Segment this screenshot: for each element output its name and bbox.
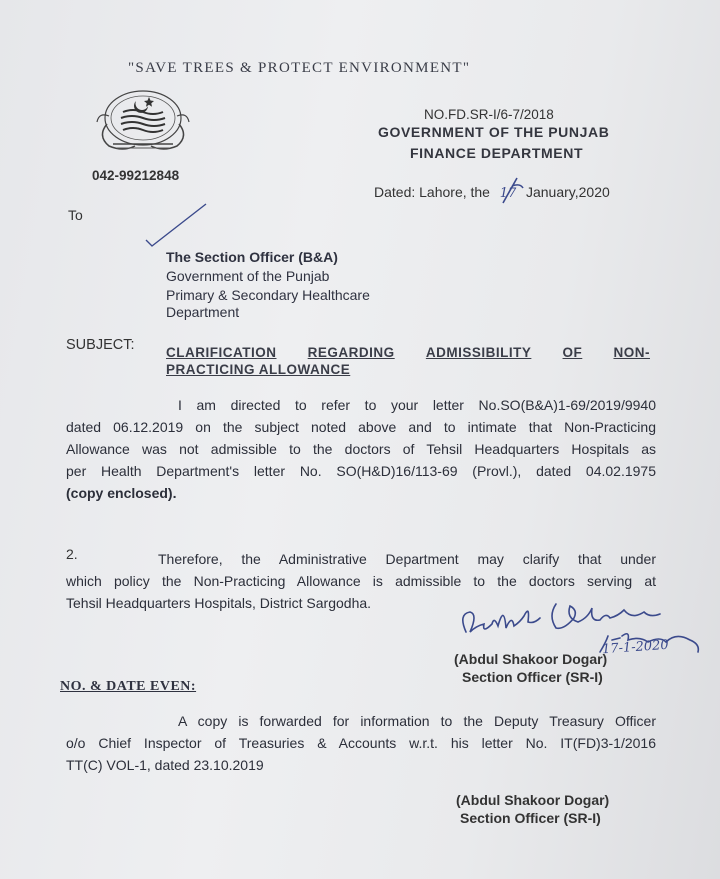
date-prefix: Dated: Lahore, the <box>374 184 490 200</box>
paragraph-line: which policy the Non-Practicing Allowance is admissible to the doctors serving at <box>66 573 656 589</box>
paragraph-line: TT(C) VOL-1, dated 23.10.2019 <box>66 757 264 773</box>
copy-heading: NO. & DATE EVEN: <box>60 679 197 694</box>
reference-number: NO.FD.SR-I/6-7/2018 <box>424 107 554 122</box>
subject-line-2: PRACTICING ALLOWANCE <box>166 362 351 377</box>
paragraph-line: (copy enclosed). <box>66 485 177 501</box>
government-name: GOVERNMENT OF THE PUNJAB <box>378 124 610 140</box>
date-suffix: January,2020 <box>525 184 610 200</box>
paragraph-line: Allowance was not admissible to the doctors of Tehsil Headquarters Hospitals as <box>66 441 656 457</box>
signatory-title-2: Section Officer (SR-I) <box>460 810 601 826</box>
date-day-handwritten: 17 <box>499 186 517 201</box>
check-mark-icon <box>146 204 206 246</box>
paragraph-line: Tehsil Headquarters Hospitals, District Sargodha. <box>66 595 372 611</box>
recipient-line: The Section Officer (B&A) <box>166 249 338 265</box>
department-name: FINANCE DEPARTMENT <box>410 145 584 161</box>
punjab-emblem-icon <box>97 91 189 149</box>
subject-line-1 <box>166 345 650 360</box>
paragraph-line: dated 06.12.2019 on the subject noted above and to intimate that Non-Practicing <box>66 419 656 435</box>
paragraph-line: o/o Chief Inspector of Treasuries & Accounts w.r.t. his letter No. IT(FD)3-1/2016 <box>66 735 656 751</box>
handwritten-signature-date: 17-1-2020 <box>601 637 670 658</box>
paragraph-line: Therefore, the Administrative Department may clarify that under <box>158 551 656 567</box>
paragraph-line: per Health Department's letter No. SO(H&D)16/113-69 (Provl.), dated 04.02.1975 <box>66 463 656 479</box>
recipient-line: Department <box>166 304 240 320</box>
copy-paragraph <box>66 710 656 776</box>
paragraph-1 <box>66 394 656 504</box>
paragraph-2-number: 2. <box>66 546 78 562</box>
paragraph-line: I am directed to refer to your letter No.SO(B&A)1-69/2019/9940 <box>178 397 656 413</box>
letterhead-motto: "SAVE TREES & PROTECT ENVIRONMENT" <box>128 60 471 76</box>
recipient-line: Primary & Secondary Healthcare <box>166 287 370 303</box>
signatory-title: Section Officer (SR-I) <box>462 669 603 685</box>
subject-word: OF <box>562 345 583 360</box>
paragraph-line: A copy is forwarded for information to the Deputy Treasury Officer <box>178 713 656 729</box>
phone-number: 042-99212848 <box>92 168 180 183</box>
subject-word: ADMISSIBILITY <box>425 345 532 360</box>
signatory-name: (Abdul Shakoor Dogar) <box>454 651 608 667</box>
signatory-name-2: (Abdul Shakoor Dogar) <box>456 792 610 808</box>
recipient-line: Government of the Punjab <box>166 268 330 284</box>
subject-label: SUBJECT: <box>66 337 135 353</box>
subject-word: CLARIFICATION <box>166 345 277 360</box>
subject-word: REGARDING <box>307 345 395 360</box>
paragraph-2 <box>66 548 656 614</box>
subject-word: NON- <box>613 345 650 360</box>
letter-date <box>374 184 610 201</box>
to-label: To <box>68 207 83 223</box>
